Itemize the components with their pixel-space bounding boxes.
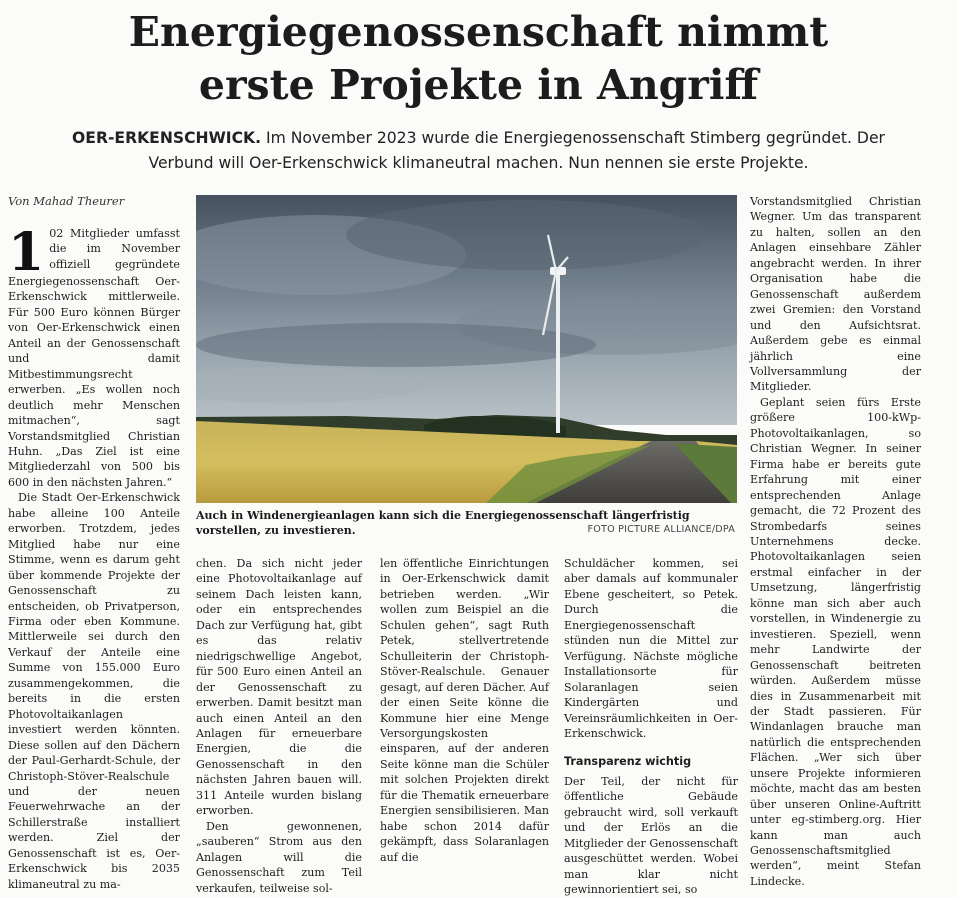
section-subhead: Transparenz wichtig xyxy=(564,755,692,769)
article-column-5 xyxy=(750,194,921,889)
drop-cap: 1 xyxy=(8,222,45,283)
headline xyxy=(0,6,957,112)
article-column-3 xyxy=(380,556,549,865)
article-paragraph: chen. Da sich nicht jeder eine Photovoltaikanlage auf seinem Dach leisten kann, oder ein entsprechendes Dach zur Verfügung hat, gibt es das relativ niedrigschwellige Angebot, für 500 Euro einen Anteil an der Genossenschaft zu erwerben. Damit besitzt man auch einen Anteil an den Anlagen für erneuerbare Energien, die die Genossenschaft in den nächsten Jahren bauen will. 311 Anteile wurden bislang erworben. xyxy=(196,557,362,818)
article-paragraph: Geplant seien fürs Erste größere 100-kWp-Photovoltaikanlagen, so Christian Wegner. In seiner Firma habe er bereits gute Erfahrung mit einer entsprechenden Anlage gemacht, die 72 Prozent des Strombedarfs seines Unternehmens decke. Photovoltaikanlagen seien erstmal einfacher in der Umsetzung, längerfristig könne man sich aber auch vorstellen, in Windenergie zu investieren. Speziell, wenn mehr Landwirte der Genossenschaft beitreten würden. Außerdem müsse dies in Zusammenarbeit mit der Stadt passieren. Für Windanlagen brauche man natürlich die entsprechenden Flächen. „Wer sich über unsere Projekte informieren möchte, macht das am besten über unseren Online-Auftritt unter eg-stimberg.org. Hier kann man auch Genossenschaftsmitglied werden“, meint Stefan Lindecke. xyxy=(750,395,921,888)
article-column-4 xyxy=(564,556,738,898)
article-paragraph: Schuldächer kommen, sei aber damals auf kommunaler Ebene gescheitert, so Petek. Durch die Energiegenossenschaft stünden nun die Mittel zur Verfügung. Nächste mögliche Installationsorte für Solaranlagen seien Kindergärten und Vereinsräumlichkeiten in Oer-Erkenschwick. xyxy=(564,557,738,740)
photo-caption: Auch in Windenergieanlagen kann sich die Energiegenossenschaft längerfristig vorstellen, zu investieren. xyxy=(196,509,690,537)
teaser-line-1 xyxy=(40,126,917,151)
photo-credit: FOTO PICTURE ALLIANCE/DPA xyxy=(587,524,735,535)
headline-line-1: Energiegenossenschaft nimmt xyxy=(128,8,829,56)
teaser-text-1: Im November 2023 wurde die Energiegenossenschaft Stimberg gegründet. Der xyxy=(261,129,885,147)
teaser xyxy=(40,126,917,176)
article-paragraph: Die Stadt Oer-Erkenschwick habe alleine 100 Anteile erworben. Trotzdem, jedes Mitglied habe nur eine Stimme, wenn es darum geht über kommende Projekte der Genossenschaft zu entscheiden, ob Privatperson, Firma oder eben Kommune. Mittlerweile sei durch den Verkauf der Anteile eine Summe von 155.000 Euro zusammengekommen, die bereits in die ersten Photovoltaikanlagen investiert werden könnten. Diese sollen auf den Dächern der Paul-Gerhardt-Schule, der Christoph-Stöver-Realschule und der neuen Feuerwehrwache an der Schillerstraße installiert werden. Ziel der Genossenschaft ist es, Oer-Erkenschwick bis 2035 klimaneutral zu ma- xyxy=(8,491,180,891)
headline-line-2: erste Projekte in Angriff xyxy=(198,61,759,109)
teaser-location: OER-ERKENSCHWICK. xyxy=(72,129,262,147)
byline: Von Mahad Theurer xyxy=(8,194,125,208)
article-photo xyxy=(196,195,737,503)
wind-turbine-photo xyxy=(196,195,737,503)
article-paragraph: 02 Mitglieder umfasst die im November offiziell gegründete Energiegenossenschaft Oer-Erkenschwick mittlerweile. Für 500 Euro können Bürger von Oer-Erkenschwick einen Anteil an der Genossenschaft und damit Mitbestimmungsrecht erwerben. „Es wollen noch deutlich mehr Menschen mitmachen“, sagt Vorstandsmitglied Christian Huhn. „Das Ziel ist eine Mitgliederzahl von 500 bis 600 in den nächsten Jahren.“ xyxy=(8,227,180,489)
article-paragraph: len öffentliche Einrichtungen in Oer-Erkenschwick damit betrieben werden. „Wir wollen zum Beispiel an die Schulen gehen“, sagt Ruth Petek, stellvertretende Schulleiterin der Christoph-Stöver-Realschule. Genauer gesagt, auf deren Dächer. Auf der einen Seite könne die Kommune hier eine Menge Versorgungskosten einsparen, auf der anderen Seite könne man die Schüler mit solchen Projekten direkt für die Thematik erneuerbare Energien sensibilisieren. Man habe schon 2014 dafür gekämpft, dass Solaranlagen auf die xyxy=(380,557,549,864)
article-paragraph: Vorstandsmitglied Christian Wegner. Um das transparent zu halten, sollen an den Anlagen einsehbare Zähler angebracht werden. In ihrer Organisation habe die Genossenschaft außerdem zwei Gremien: den Vorstand und den Aufsichtsrat. Außerdem gebe es einmal jährlich eine Vollversammlung der Mitglieder. xyxy=(750,195,921,394)
article-paragraph: Den gewonnenen, „sauberen“ Strom aus den Anlagen will die Genossenschaft zum Teil verkaufen, teilweise sol- xyxy=(196,819,362,895)
article-paragraph: Der Teil, der nicht für öffentliche Gebäude gebraucht wird, soll verkauft und der Erlös an die Mitglieder der Genossenschaft ausgeschüttet werden. Wobei man klar nicht gewinnorientiert sei, so xyxy=(564,774,738,897)
teaser-line-2: Verbund will Oer-Erkenschwick klimaneutral machen. Nun nennen sie erste Projekte. xyxy=(148,154,809,172)
article-column-2 xyxy=(196,556,362,896)
article-column-1 xyxy=(8,222,180,892)
